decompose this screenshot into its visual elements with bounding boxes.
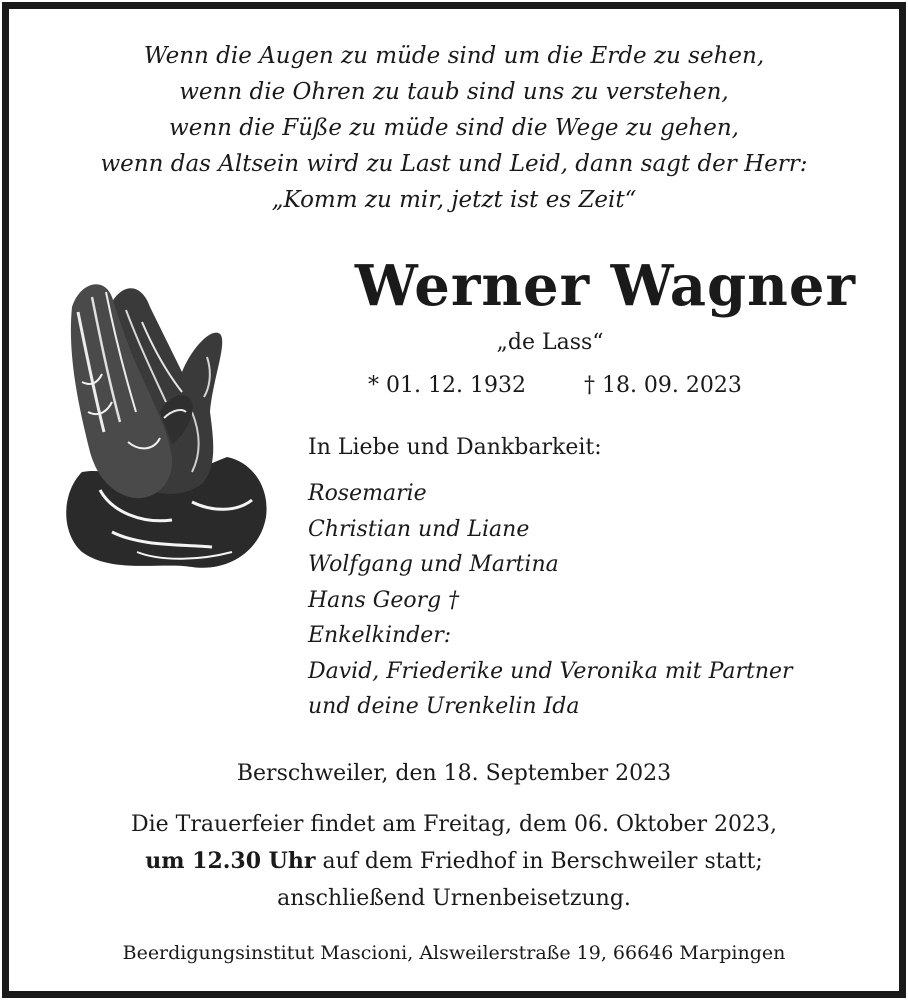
family-member: Wolfgang und Martina — [308, 552, 559, 577]
birth-date: * 01. 12. 1932 — [368, 373, 526, 398]
poem-line: „Komm zu mir, jetzt ist es Zeit“ — [271, 187, 637, 213]
death-date: † 18. 09. 2023 — [583, 373, 742, 398]
thanks-line: In Liebe und Dankbarkeit: — [308, 435, 602, 460]
deceased-name: Werner Wagner — [354, 253, 856, 319]
family-member: Enkelkinder: — [308, 623, 452, 648]
family-member: David, Friederike und Veronika mit Partner — [308, 658, 793, 684]
poem-line: wenn die Füße zu müde sind die Wege zu gehen, — [169, 115, 739, 141]
undertaker-info: Beerdigungsinstitut Mascioni, Alsweilerstraße 19, 66646 Marpingen — [122, 942, 786, 964]
ceremony-line — [20, 843, 888, 880]
ceremony-info — [20, 806, 888, 917]
ceremony-line: anschließend Urnenbeisetzung. — [277, 886, 631, 911]
place-and-date: Berschweiler, den 18. September 2023 — [236, 761, 672, 786]
family-member: und deine Urenkelin Ida — [308, 694, 580, 719]
ceremony-location: auf dem Friedhof in Berschweiler statt; — [315, 849, 763, 874]
deceased-nickname: „de Lass“ — [496, 330, 604, 355]
family-list — [308, 476, 793, 725]
poem-line: Wenn die Augen zu müde sind um die Erde zu sehen, — [143, 43, 765, 69]
poem-line: wenn das Altsein wird zu Last und Leid, dann sagt der Herr: — [100, 151, 808, 177]
poem — [20, 38, 888, 218]
poem-line: wenn die Ohren zu taub sind uns zu verstehen, — [179, 79, 729, 105]
family-member: Christian und Liane — [308, 516, 530, 542]
family-member: Rosemarie — [308, 481, 427, 506]
life-dates — [368, 368, 742, 404]
ceremony-line: Die Trauerfeier findet am Freitag, dem 06. Oktober 2023, — [130, 812, 778, 837]
praying-hands-icon — [42, 262, 274, 582]
ceremony-time: um 12.30 Uhr — [145, 848, 316, 874]
family-member: Hans Georg † — [308, 587, 460, 613]
